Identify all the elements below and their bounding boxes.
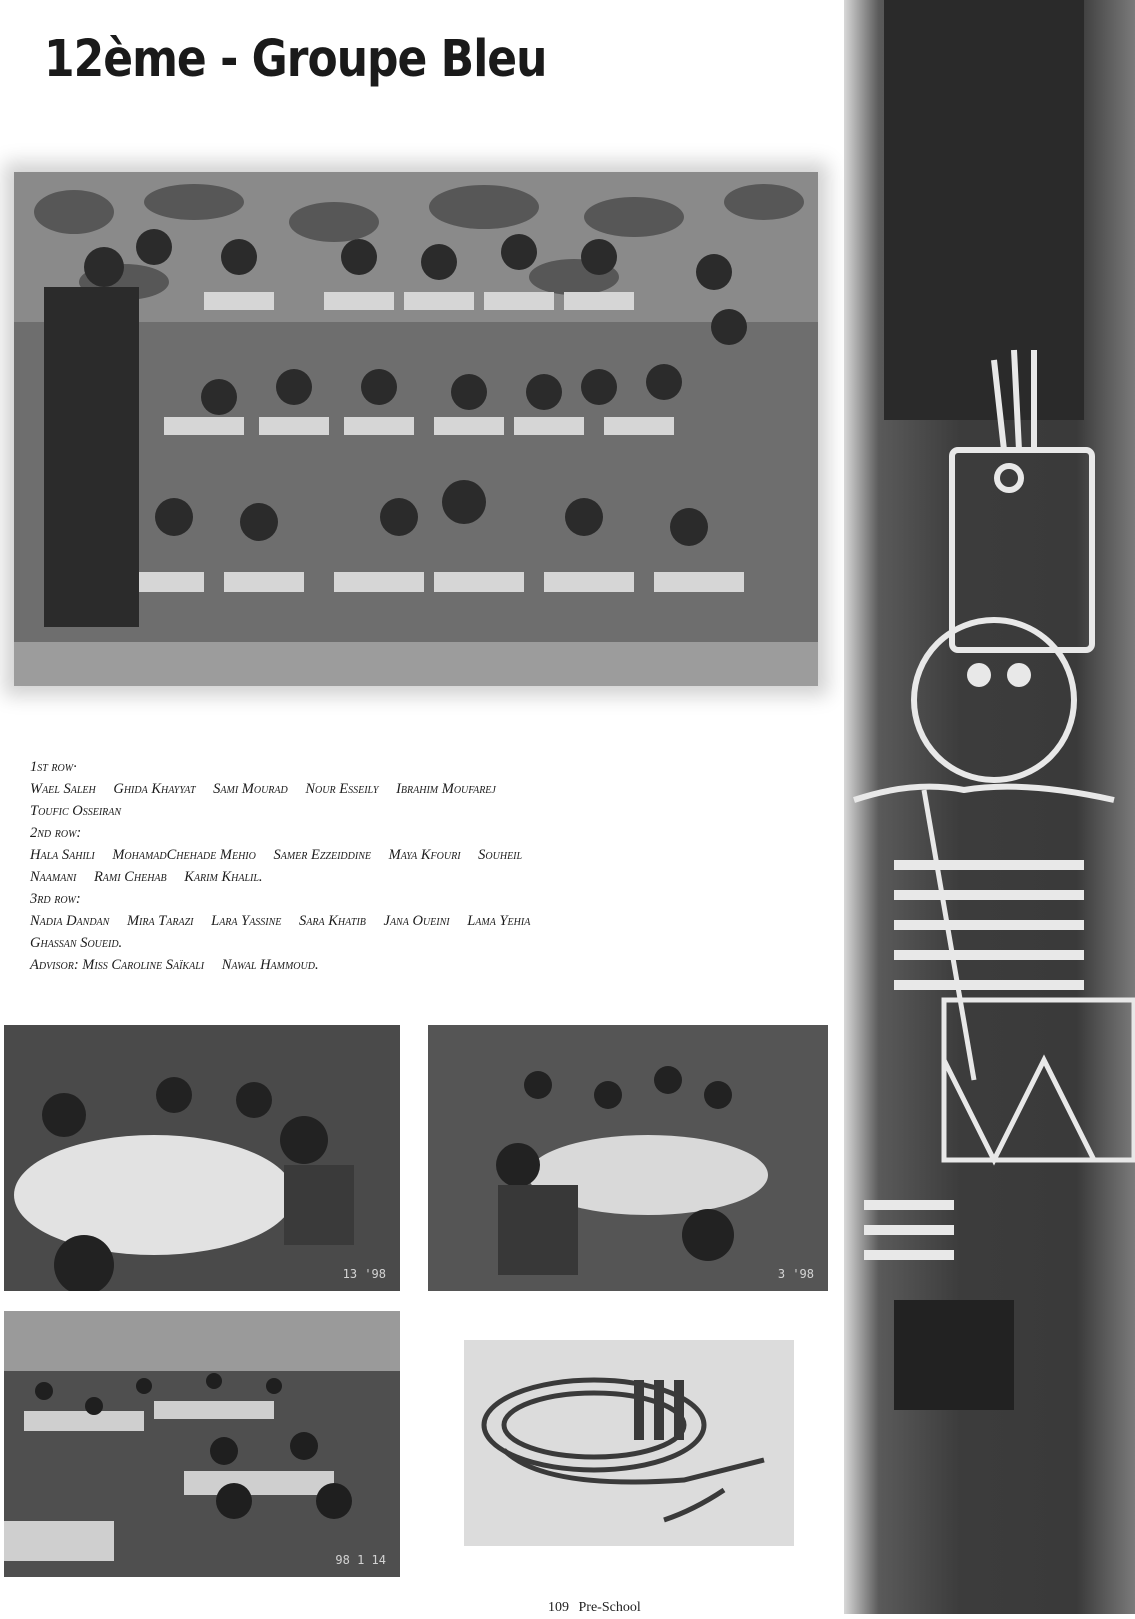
row-3-label: 3rd row: <box>30 891 81 907</box>
row-3-names <box>30 910 820 932</box>
student-name: Mira Tarazi <box>126 913 194 929</box>
student-name: Karim Khalil. <box>184 869 263 885</box>
advisor-name: Nawal Hammoud. <box>221 957 319 973</box>
student-name: Maya Kfouri <box>388 847 461 863</box>
student-name: Wael Saleh <box>30 781 96 797</box>
photo-date-stamp: 3 '98 <box>777 1267 814 1281</box>
student-name: Ghida Khayyat <box>113 781 196 797</box>
drummer-illustration <box>844 0 1135 1614</box>
student-name: Ghassan Soueid. <box>30 935 123 951</box>
euphonium-illustration <box>464 1340 794 1546</box>
advisor-line <box>30 954 820 976</box>
student-name: Souheil <box>478 847 523 863</box>
row-1-names-cont <box>30 800 820 822</box>
student-name: Lama Yehia <box>467 913 531 929</box>
student-name: Jana Oueini <box>383 913 450 929</box>
row-2-names-cont <box>30 866 820 888</box>
student-name: Ibrahim Moufarej <box>396 781 496 797</box>
class-group-photo <box>14 172 818 686</box>
student-name: Samer Ezzeiddine <box>273 847 371 863</box>
page-number: 109 <box>548 1600 569 1615</box>
photo-date-stamp: 13 '98 <box>342 1267 386 1281</box>
lunch-photo-1 <box>4 1025 400 1291</box>
student-name: Naamani <box>30 869 77 885</box>
photo-date-stamp: 98 1 14 <box>335 1553 386 1567</box>
student-name: MohamadChehade Mehio <box>112 847 256 863</box>
page-title: 12ème - Groupe Bleu <box>44 30 547 89</box>
classroom-photo <box>4 1311 400 1577</box>
drummer-illustration-strip <box>844 0 1135 1614</box>
row-1-names <box>30 778 820 800</box>
row-3-names-cont <box>30 932 820 954</box>
student-name: Hala Sahili <box>30 847 95 863</box>
student-name: Toufic Osseiran <box>30 803 122 819</box>
student-name: Nour Esseily <box>305 781 379 797</box>
student-name: Sami Mourad <box>213 781 288 797</box>
row-1-label: 1st row· <box>30 759 77 775</box>
lunch-photo-2 <box>428 1025 828 1291</box>
student-name: Sara Khatib <box>299 913 366 929</box>
row-2-label: 2nd row: <box>30 825 82 841</box>
section-name: Pre-School <box>578 1600 641 1615</box>
student-name: Lara Yassine <box>211 913 282 929</box>
row-2-names <box>30 844 820 866</box>
student-name: Rami Chehab <box>93 869 167 885</box>
class-member-captions <box>30 756 820 976</box>
student-name: Nadia Dandan <box>30 913 110 929</box>
advisor-name: Advisor: Miss Caroline Saïkali <box>30 957 205 973</box>
